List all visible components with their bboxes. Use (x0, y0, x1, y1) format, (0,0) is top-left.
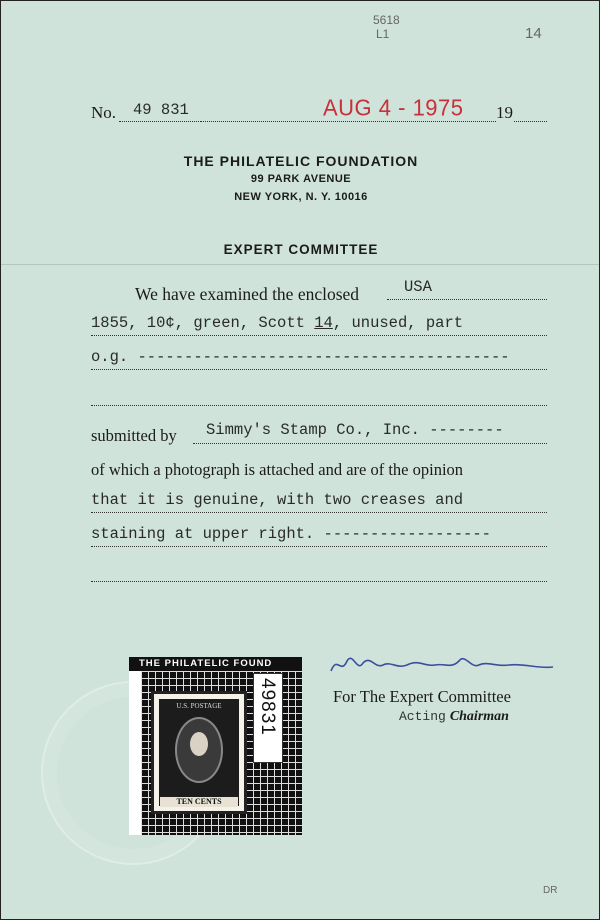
submitted-label: submitted by (91, 426, 177, 445)
opinion-dotted-line-2 (91, 546, 547, 547)
opinion-dotted-line-3 (91, 581, 547, 582)
country-value: USA (404, 278, 432, 296)
pencil-note-4: DR (543, 885, 558, 896)
address-line-2: NEW YORK, N. Y. 10016 (234, 191, 368, 203)
year-dotted-line (514, 121, 547, 122)
opinion-line-1: that it is genuine, with two creases and (91, 491, 464, 509)
scott-number: 14 (314, 314, 333, 332)
description-line-1: 1855, 10¢, green, Scott 14, unused, part (91, 314, 464, 332)
portrait-face (190, 732, 208, 756)
submitter-dotted-line (193, 443, 547, 444)
country-dotted-line (387, 299, 547, 300)
stamp-denomination: TEN CENTS (160, 797, 238, 807)
submitter-value: Simmy's Stamp Co., Inc. -------- (206, 421, 504, 439)
number-dotted-line (119, 121, 201, 122)
description-dotted-line-3 (91, 405, 547, 406)
stamp-top-text: U.S. POSTAGE (176, 702, 222, 710)
date-dotted-line (201, 121, 496, 122)
description-line-2: o.g. ---------------------------------------- (91, 348, 510, 366)
pencil-note-2: L1 (376, 27, 390, 41)
opinion-dotted-line-1 (91, 512, 547, 513)
year-prefix: 19 (496, 103, 513, 122)
acting-chairman-label: Acting Chairman (399, 709, 509, 724)
description-dotted-line-2 (91, 369, 547, 370)
photograph-statement: of which a photograph is attached and are of the opinion (91, 460, 464, 479)
stamp-frame (159, 699, 239, 806)
pencil-note-1: 5618 (373, 13, 400, 27)
certificate-number: 49 831 (133, 101, 189, 119)
number-label: No. (91, 103, 117, 122)
photo-certificate-number: 49831 (253, 673, 283, 763)
photo-header-bar: THE PHILATELIC FOUND (129, 657, 302, 671)
portrait-oval (175, 717, 223, 783)
stamp-image (151, 691, 247, 814)
address-line-1: 99 PARK AVENUE (250, 173, 352, 185)
date-stamp: AUG 4 - 1975 (323, 94, 464, 121)
description-dotted-line-1 (91, 335, 547, 336)
chairman-signature (327, 647, 557, 681)
opinion-line-2: staining at upper right. ------------------ (91, 525, 491, 543)
pencil-note-3: 14 (525, 25, 542, 42)
committee-heading: EXPERT COMMITTEE (223, 242, 379, 257)
for-committee-label: For The Expert Committee (333, 687, 511, 706)
organization-name: THE PHILATELIC FOUNDATION (183, 153, 419, 169)
examined-label: We have examined the enclosed (135, 284, 360, 304)
paper-fold-line (1, 264, 600, 265)
